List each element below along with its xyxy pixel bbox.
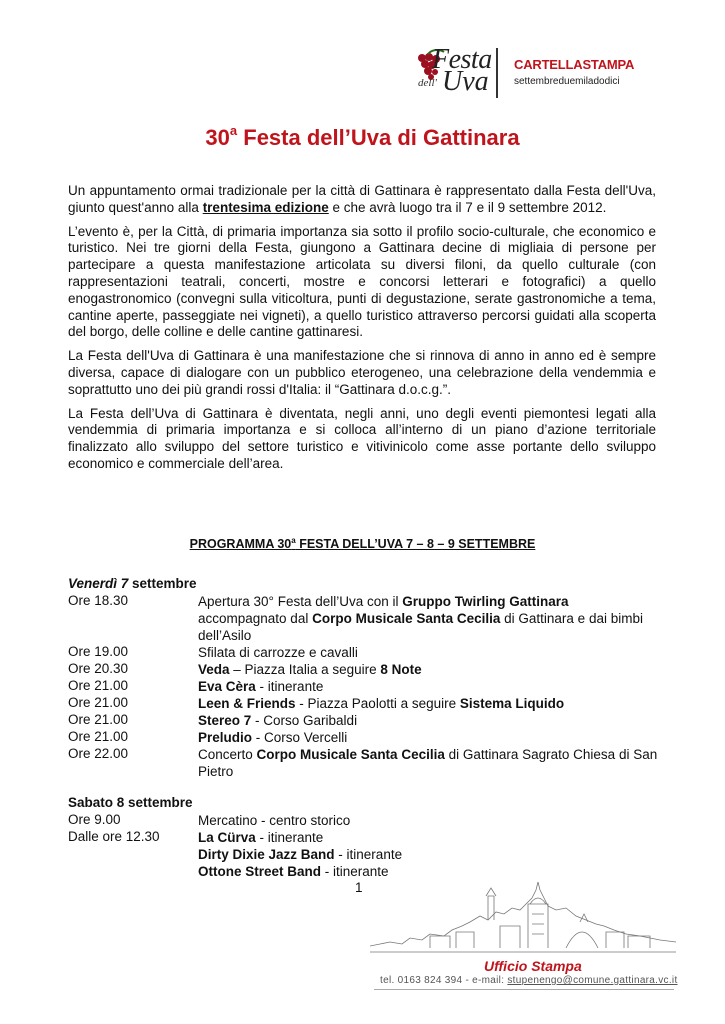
performer-name: La Cürva	[198, 830, 256, 845]
p1-start: Un appuntamento ormai tradizionale per la città di Gattinara è rappresentato dalla Festa dell'Uva, giunto quest'anno alla	[68, 183, 656, 215]
saturday-row-event	[198, 846, 658, 863]
saturday-heading: Sabato 8 settembre	[68, 795, 193, 810]
friday-row-time: Ore 19.00	[68, 644, 129, 659]
event-text: Apertura 30° Festa dell’Uva con il	[198, 594, 403, 609]
performer-name: Gruppo Twirling Gattinara	[402, 594, 569, 609]
saturday-row-event	[198, 829, 658, 846]
event-text: - Corso Vercelli	[252, 730, 348, 745]
contact-phone: tel. 0163 824 394 - e-mail:	[380, 975, 508, 986]
performer-name: Veda	[198, 662, 230, 677]
contact-email[interactable]: stupenengo@comune.gattinara.vc.it	[507, 975, 678, 986]
programme-title-sup: a	[291, 536, 296, 545]
programme-title	[0, 536, 725, 551]
event-text: - Piazza Paolotti a seguire	[295, 696, 460, 711]
event-text: - itinerante	[321, 864, 389, 879]
friday-row-event	[198, 593, 658, 644]
friday-row-time: Ore 22.00	[68, 746, 129, 761]
friday-row-time: Ore 21.00	[68, 695, 129, 710]
performer-name: 8 Note	[380, 662, 422, 677]
performer-name: Stereo 7	[198, 713, 252, 728]
performer-name: Corpo Musicale Santa Cecilia	[256, 747, 445, 762]
logo-dell-text: dell'	[418, 77, 437, 89]
event-text: di Gattinara Sagrato Chiesa di San Pietro	[198, 747, 658, 779]
header-divider	[496, 48, 498, 98]
friday-row-time: Ore 18.30	[68, 593, 129, 608]
event-text: di Gattinara e dai bimbi dell’Asilo	[198, 611, 643, 643]
logo-uva-text: Uva	[442, 66, 489, 97]
friday-row-event	[198, 712, 658, 729]
p1-end: e che avrà luogo tra il 7 e il 9 settembre 2012.	[328, 199, 607, 215]
title-text: Festa dell’Uva di Gattinara	[237, 125, 520, 150]
event-text: - itinerante	[255, 830, 324, 845]
event-text: - Corso Garibaldi	[251, 713, 358, 728]
brand-subtitle: settembreduemiladodici	[514, 76, 620, 87]
page-title	[0, 125, 725, 151]
saturday-row-event	[198, 812, 658, 829]
event-text: - itinerante	[255, 679, 324, 694]
p1-highlight: trentesima edizione	[202, 199, 329, 215]
paragraph-3: La Festa dell'Uva di Gattinara è una manifestazione che si rinnova di anno in anno ed è sempre diversa, capace di dialogare con un pubblico eterogeneo, una celebrazione della vendemmia e soprattutto uno dei più grandi rossi d'Italia: il “Gattinara d.o.c.g.”.	[68, 348, 656, 397]
title-number: 30	[205, 125, 230, 150]
performer-name: Dirty Dixie Jazz Band	[198, 847, 335, 862]
performer-name: Sistema Liquido	[459, 696, 565, 711]
city-skyline-illustration	[370, 876, 676, 960]
friday-row-event	[198, 661, 658, 678]
performer-name: Leen & Friends	[198, 696, 296, 711]
article-body	[68, 183, 656, 480]
event-text: Sfilata di carrozze e cavalli	[198, 645, 358, 660]
friday-day: Venerdì 7	[68, 576, 129, 591]
programme-title-end: FESTA DELL’UVA 7 – 8 – 9 SETTEMBRE	[295, 537, 536, 552]
friday-row-event	[198, 729, 658, 746]
programme-title-start: PROGRAMMA 30	[189, 537, 292, 552]
event-text: Mercatino - centro storico	[198, 813, 351, 828]
friday-row-time: Ore 20.30	[68, 661, 129, 676]
paragraph-4: La Festa dell’Uva di Gattinara è diventata, negli anni, uno degli eventi piemontesi legati alla vendemmia di primaria importanza e si colloca all’interno di un piano d’azione territoriale finalizzato allo sviluppo del settore turistico e vitivinicolo come asse portante dello sviluppo economico e commerciale dell’area.	[68, 405, 656, 471]
friday-row-event	[198, 746, 658, 780]
paragraph-2: L’evento è, per la Città, di primaria importanza sia sotto il profilo socio-culturale, che economico e turistico. Nei tre giorni della Festa, giungono a Gattinara decine di migliaia di persone per partecipare a questa manifestazione articolata su diversi filoni, da quello culturale (con rappresentazioni teatrali, concerti, mostre e concorsi letterari e fotografici) a quello enogastronomico (convegni sulla viticoltura, punti di degustazione, serate gastronomiche a tema, cantine aperte, passeggiate nei vigneti), a quello turistico attraverso percorsi guidati alla scoperta del borgo, delle colline e delle cantine gattinaresi.	[68, 223, 656, 340]
friday-row-event	[198, 695, 658, 712]
performer-name: Preludio	[198, 730, 253, 745]
contact-line	[380, 975, 678, 986]
paragraph-1	[68, 183, 656, 217]
page-number: 1	[355, 880, 363, 895]
friday-row-event	[198, 644, 658, 661]
saturday-row-time: Ore 9.00	[68, 812, 121, 827]
saturday-row-time: Dalle ore 12.30	[68, 829, 160, 844]
performer-name: Ottone Street Band	[198, 864, 322, 879]
event-text: accompagnato dal	[198, 611, 313, 626]
performer-name: Corpo Musicale Santa Cecilia	[312, 611, 501, 626]
friday-row-event	[198, 678, 658, 695]
logo-festa-text: Festa	[432, 44, 492, 75]
friday-row-time: Ore 21.00	[68, 712, 129, 727]
festa-uva-logo	[412, 44, 502, 100]
press-office-label: Ufficio Stampa	[484, 958, 582, 974]
friday-row-time: Ore 21.00	[68, 678, 129, 693]
event-text: Concerto	[198, 747, 257, 762]
event-text: - itinerante	[334, 847, 403, 862]
brand-name: CARTELLASTAMPA	[514, 57, 635, 72]
performer-name: Eva Cèra	[198, 679, 256, 694]
friday-rest: settembre	[128, 576, 197, 591]
footer-rule	[374, 989, 674, 990]
friday-row-time: Ore 21.00	[68, 729, 129, 744]
event-text: – Piazza Italia a seguire	[229, 662, 381, 677]
friday-heading	[68, 576, 197, 591]
title-sup: a	[229, 123, 238, 138]
